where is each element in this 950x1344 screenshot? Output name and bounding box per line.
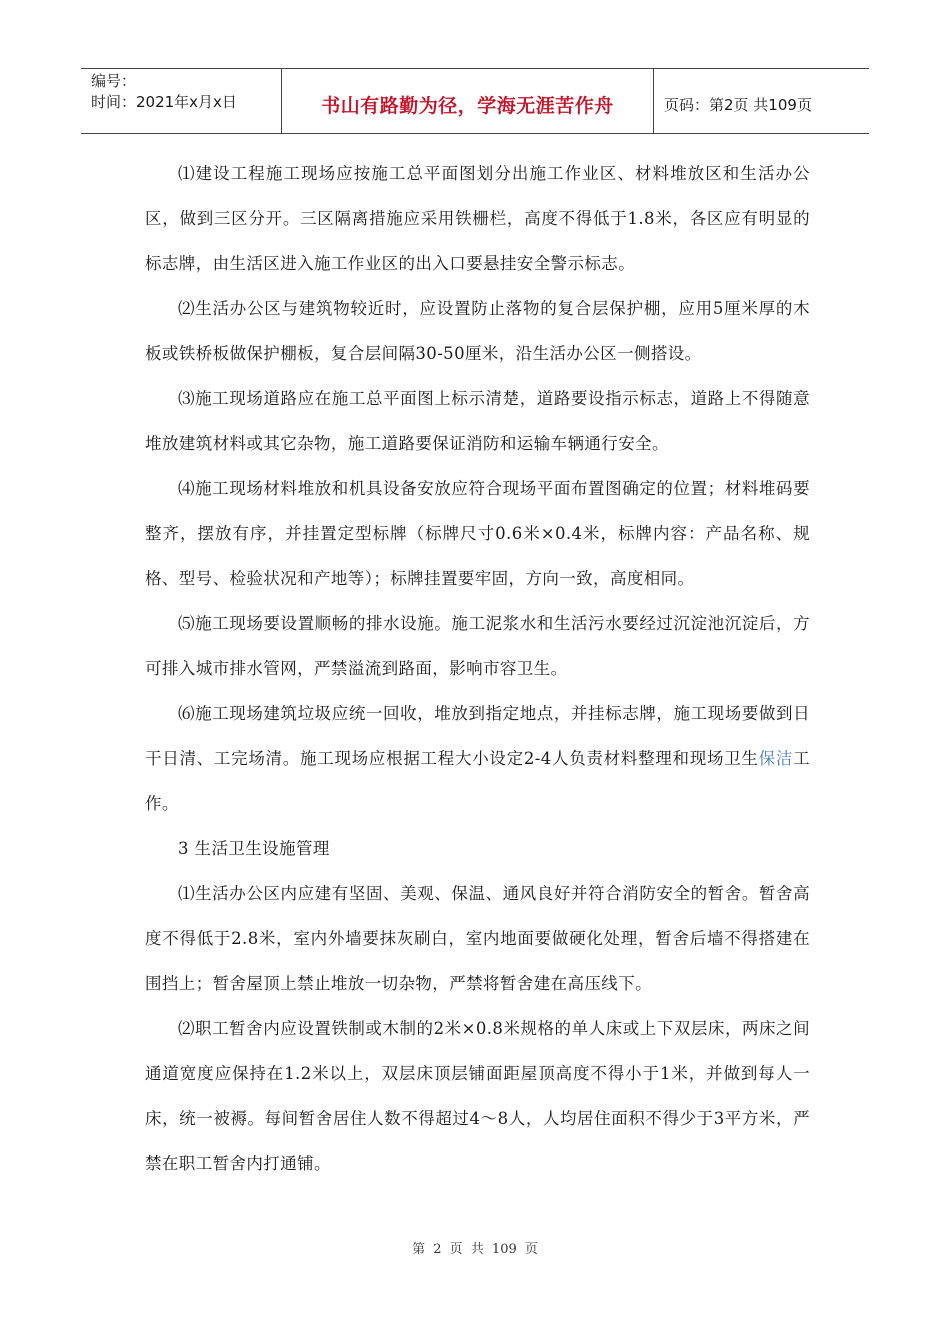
header-page-info: 页码：第2页 共109页 — [664, 95, 812, 114]
paragraph-2: ⑵生活办公区与建筑物较近时，应设置防止落物的复合层保护棚，应用5厘米厚的木板或铁桥板做保护棚板，复合层间隔30-50厘米，沿生活办公区一侧搭设。 — [145, 299, 810, 363]
id-label: 编号： — [91, 72, 137, 90]
header-motto: 书山有路勤为径，学海无涯苦作舟 — [282, 69, 654, 133]
page-header — [81, 68, 869, 134]
paragraph-4: ⑷施工现场材料堆放和机具设备安放应符合现场平面布置图确定的位置；材料堆码要整齐，摆放有序，并挂置定型标牌（标牌尺寸0.6米×0.4米，标牌内容：产品名称、规格、型号、检验状况和产地等）；标牌挂置要牢固，方向一致，高度相同。 — [145, 479, 810, 588]
paragraph-6-text: ⑹施工现场建筑垃圾应统一回收，堆放到指定地点，并挂标志牌，施工现场要做到日干日清、工完场清。施工现场应根据工程大小设定2-4人负责材料整理和现场卫生 — [145, 704, 810, 768]
paragraph-8: ⑵职工暂舍内应设置铁制或木制的2米×0.8米规格的单人床或上下双层床，两床之间通道宽度应保持在1.2米以上，双层床顶层铺面距屋顶高度不得小于1米，并做到每人一床，统一被褥。每间暂舍居住人数不得超过4～8人，人均居住面积不得少于3平方米，严禁在职工暂舍内打通铺。 — [145, 1019, 810, 1173]
paragraph-6-end: 工作。 — [145, 749, 810, 813]
paragraph-5: ⑸施工现场要设置顺畅的排水设施。施工泥浆水和生活污水要经过沉淀池沉淀后，方可排入城市排水管网，严禁溢流到路面，影响市容卫生。 — [145, 614, 810, 678]
paragraph-6 — [145, 691, 810, 826]
document-body — [145, 151, 810, 1186]
time-label: 时间：2021年x月x日 — [91, 93, 237, 111]
paragraph-7: ⑴生活办公区内应建有坚固、美观、保温、通风良好并符合消防安全的暂舍。暂舍高度不得低于2.8米，室内外墙要抹灰刷白，室内地面要做硬化处理，暂舍后墙不得搭建在围挡上；暂舍屋顶上禁止堆放一切杂物，严禁将暂舍建在高压线下。 — [145, 884, 810, 993]
cleaning-link[interactable]: 保洁 — [758, 749, 794, 768]
paragraph-1: ⑴建设工程施工现场应按施工总平面图划分出施工作业区、材料堆放区和生活办公区，做到三区分开。三区隔离措施应采用铁栅栏，高度不得低于1.8米，各区应有明显的标志牌，由生活区进入施工作业区的出入口要悬挂安全警示标志。 — [145, 164, 810, 273]
header-meta — [81, 69, 282, 133]
paragraph-3: ⑶施工现场道路应在施工总平面图上标示清楚，道路要设指示标志，道路上不得随意堆放建筑材料或其它杂物，施工道路要保证消防和运输车辆通行安全。 — [145, 389, 810, 453]
page-footer: 第 2 页 共 109 页 — [412, 1242, 538, 1257]
section-heading: 3 生活卫生设施管理 — [178, 839, 330, 858]
